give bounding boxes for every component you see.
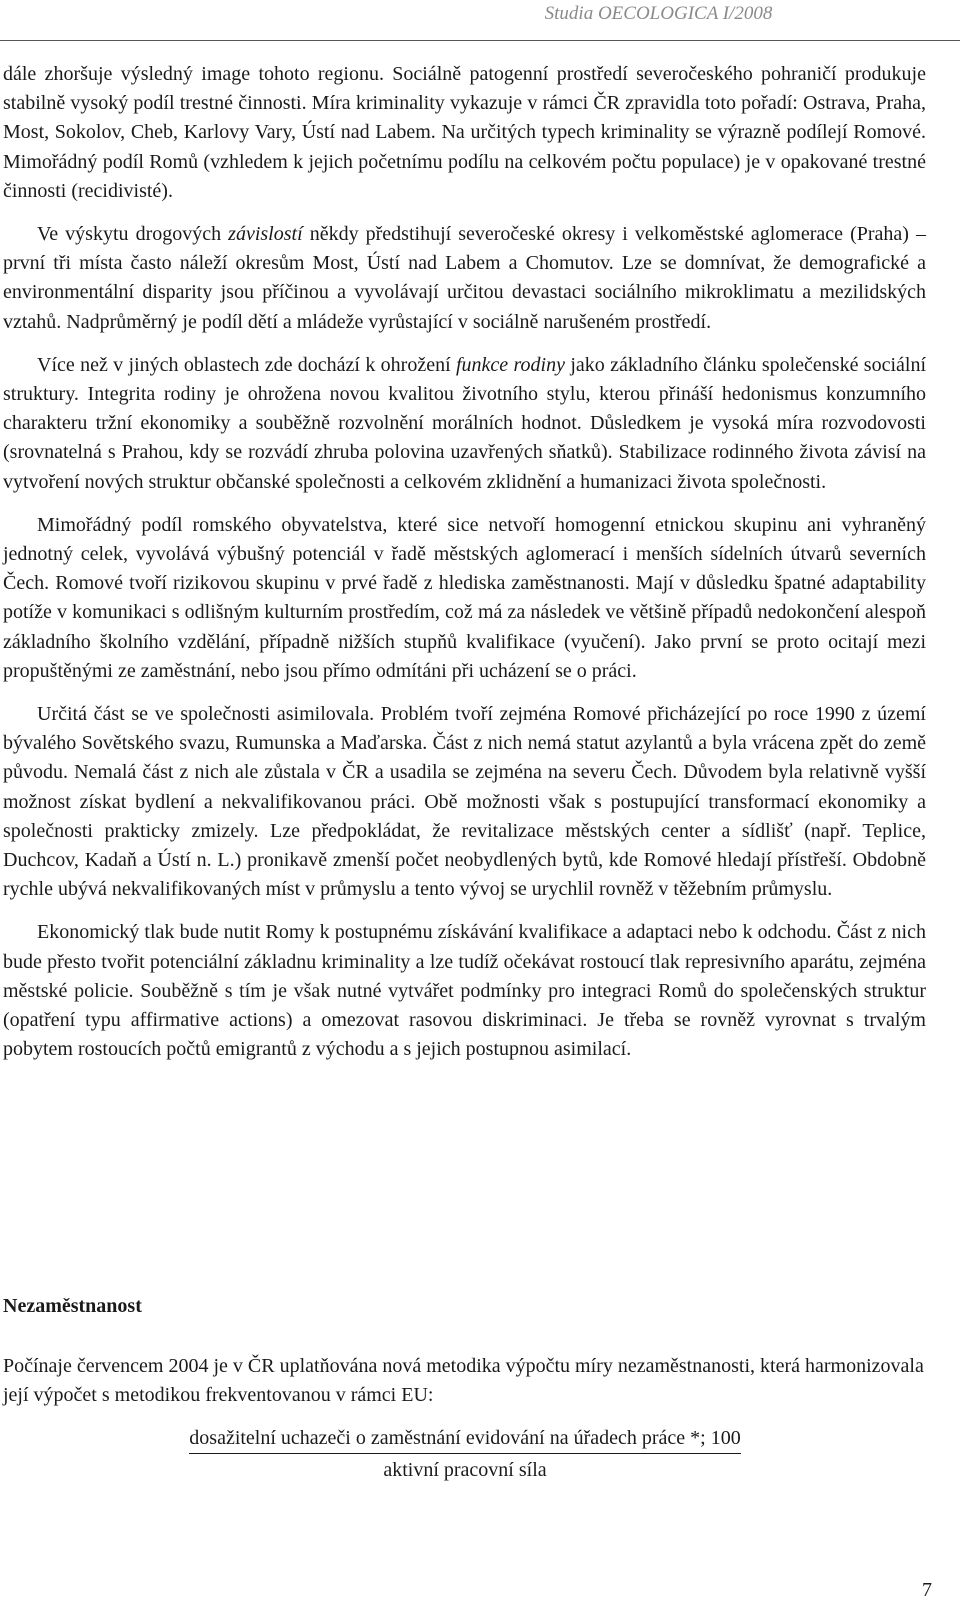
paragraph-text: někdy předstihují severočeské okresy i velkoměstské aglomerace (Praha) – první tři místa často náleží okresům Most, Ústí nad Labem a Chomutov. Lze se domnívat, že demografické a environmentální disparity jsou příčinou a vyvolávají určitou devastaci sociálního mikroklimatu a mezilidských vztahů. Nadprůměrný je podíl dětí a mládeže vyrůstající v sociálně narušeném prostředí. <box>3 223 926 333</box>
paragraph-assimilation: Určitá část se ve společnosti asimilovala. Problém tvoří zejména Romové přicházející po roce 1990 z území bývalého Sovětského svazu, Rumunska a Maďarska. Část z nich nemá statut azylantů a byla vrácena zpět do země původu. Nemalá část z nich ale zůstala v ČR a usadila se zejména na severu Čech. Důvodem byla relativně vyšší možnost získat bydlení a nekvalifikovanou práci. Obě možnosti však s postupující transformací ekonomiky a společnosti prakticky zmizely. Lze předpokládat, že revitalizace městských center a sídlišť (např. Teplice, Duchcov, Kadaň a Ústí n. L.) pronikavě zmenší počet neobydlených bytů, kde Romové hledají přístřeší. Obdobně rychle ubývá nekvalifikovaných míst v průmyslu a tento vývoj se urychlil rovněž v těžebním průmyslu. <box>3 703 926 901</box>
section-intro <box>3 1352 926 1410</box>
paragraph-crime-statistics: dále zhoršuje výsledný image tohoto regionu. Sociálně patogenní prostředí severočeského pohraničí produkuje stabilně vysoký podíl trestné činnosti. Míra kriminality vykazuje v rámci ČR zpravidla toto pořadí: Ostrava, Praha, Most, Sokolov, Cheb, Karlovy Vary, Ústí nad Labem. Na určitých typech kriminality se výrazně podílejí Romové. Mimořádný podíl Romů (vzhledem k jejich početnímu podílu na celkovém počtu populace) je v opakované trestné činnosti (recidivisté). <box>3 63 926 202</box>
paragraph-drug-addiction <box>3 220 926 337</box>
header-rule <box>0 40 960 41</box>
paragraph-text: Ve výskytu drogových <box>37 223 229 246</box>
paragraph-text: Více než v jiných oblastech zde dochází k ohrožení <box>37 353 456 376</box>
page-number: 7 <box>922 1579 932 1601</box>
article-body <box>3 60 926 1079</box>
running-title: Studia OECOLOGICA I/2008 <box>544 3 773 24</box>
paragraph-family-function <box>3 351 926 497</box>
formula-numerator: dosažitelní uchazeči o zaměstnání evidování na úřadech práce *; 100 <box>189 1424 740 1454</box>
emphasis-term: závislostí <box>228 223 303 246</box>
section-paragraph: Počínaje červencem 2004 je v ČR uplatňována nová metodika výpočtu míry nezaměstnanosti, která harmonizovala její výpočet s metodikou frekventovanou v rámci EU: <box>3 1355 924 1407</box>
paragraph-text: jako základního článku společenské sociální struktury. Integrita rodiny je ohrožena novou kvalitou životního stylu, kterou přináší hedonismus konzumního charakteru tržní ekonomiky a souběžně rozvolnění morálních hodnot. Důsledkem je vysoká míra rozvodovosti (srovnatelná s Prahou, kdy se rozvádí zhruba polovina uzavřených sňatků). Stabilizace rodinného života závisí na vytvoření nových struktur občanské společnosti a celkovém zklidnění a humanizaci života společnosti. <box>3 353 926 493</box>
emphasis-term: funkce rodiny <box>455 353 565 376</box>
unemployment-formula <box>125 1424 805 1484</box>
section-heading: Nezaměstnanost <box>3 1295 142 1317</box>
paragraph-roma-population: Mimořádný podíl romského obyvatelstva, které sice netvoří homogenní etnickou skupinu ani vyhraněný jednotný celek, vyvolává výbušný potenciál v řadě městských aglomerací i menších sídelních útvarů severních Čech. Romové tvoří rizikovou skupinu v prvé řadě z hlediska zaměstnanosti. Mají v důsledku špatné adaptability potíže v komunikaci s odlišným kulturním prostředím, což má za následek ve většině případů nedokončení alespoň základního školního vzdělání, případně nižších stupňů kvalifikace (vyučení). Jako první se proto ocitají mezi propuštěnými ze zaměstnání, nebo jsou přímo odmítáni při ucházení se o práci. <box>3 513 926 682</box>
paragraph-economic-pressure: Ekonomický tlak bude nutit Romy k postupnému získávání kvalifikace a adaptaci nebo k odchodu. Část z nich bude přesto tvořit potenciální základnu kriminality a lze tudíž očekávat rostoucí tlak represivního aparátu, zejména městské policie. Souběžně s tím je však nutné vytvářet podmínky pro integraci Romů do společenských struktur (opatření typu affirmative actions) a omezovat rasovou diskriminaci. Je třeba se rovněž vyrovnat s trvalým pobytem rostoucích počtů emigrantů z východu a s jejich postupnou asimilací. <box>3 921 926 1061</box>
formula-denominator: aktivní pracovní síla <box>383 1459 547 1481</box>
